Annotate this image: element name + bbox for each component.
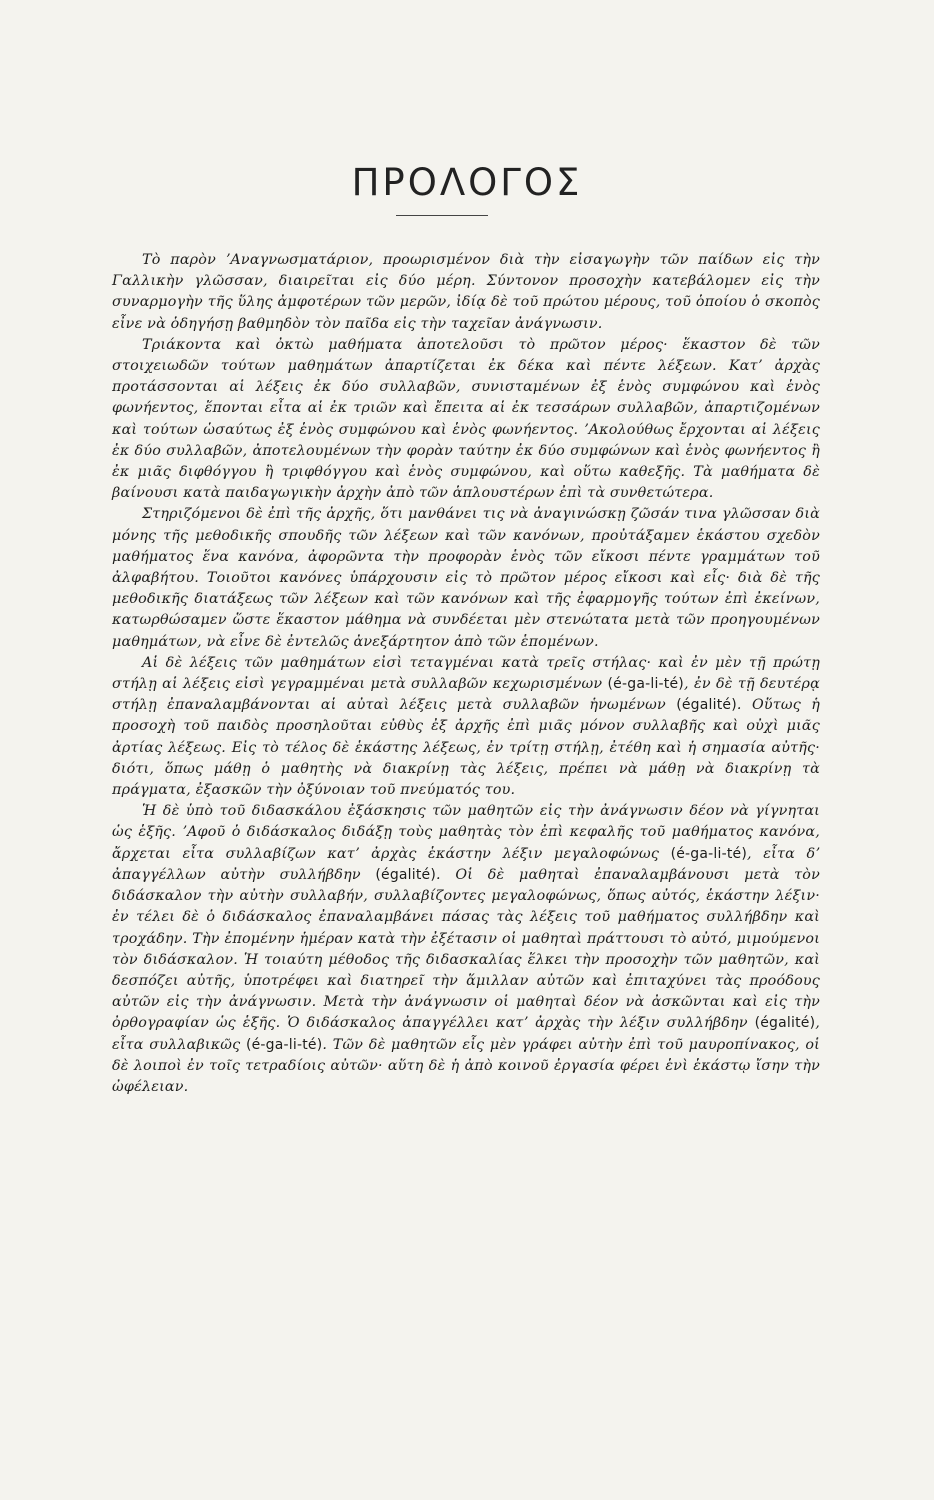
page-title: ΠΡΟΛΟΓΟΣ bbox=[351, 160, 583, 204]
paragraph-1 bbox=[112, 250, 820, 335]
french-example: (é-ga-li-té) bbox=[670, 845, 748, 862]
french-example: (égalité) bbox=[754, 1015, 816, 1032]
paragraph-3 bbox=[112, 504, 820, 652]
paragraph-text: Τὸ παρὸν ʼΑναγνωσματάριον, προωρισμένον διὰ τὴν εἰσαγωγὴν τῶν παίδων εἰς τὴν Γαλλικὴν γλῶσσαν, διαιρεῖται εἰς δύο μέρη. Σύντονον προσοχὴν κατεβάλομεν εἰς τὴν συναρμογὴν τῆς ὕλης ἀμφοτέρων τῶν μερῶν, ἰδίᾳ δὲ τοῦ πρώτου μέρους, τοῦ ὁποίου ὁ σκοπὸς εἶνε νὰ ὁδηγήσῃ βαθμηδὸν τὸν παῖδα εἰς τὴν ταχεῖαν ἀνάγνωσιν. bbox=[112, 252, 820, 332]
paragraph-5 bbox=[112, 801, 820, 1098]
paragraph-text: . Τῶν δὲ μαθητῶν εἷς μὲν γράφει αὐτὴν ἐπὶ τοῦ μαυροπίνακος, οἱ δὲ λοιποὶ ἐν τοῖς τετραδίοις αὐτῶν· αὕτη δὲ ἡ ἀπὸ κοινοῦ ἐργασία φέρει ἑνὶ ἑκάστῳ ἴσην τὴν ὠφέλειαν. bbox=[112, 1036, 820, 1095]
paragraph-text: . Οὕτως ἡ προσοχὴ τοῦ παιδὸς προσηλοῦται εὐθὺς ἐξ ἀρχῆς ἐπὶ μιᾶς μόνον συλλαβῆς καὶ οὐχὶ μιᾶς ἀρτίας λέξεως. Εἰς τὸ τέλος δὲ ἑκάστης λέξεως, ἐν τρίτῃ στήλῃ, ἐτέθη καὶ ἡ σημασία αὐτῆς· διότι, ὅπως μάθῃ ὁ μαθητὴς νὰ διακρίνῃ τὰς λέξεις, πρέπει νὰ μάθῃ νὰ διακρίνῃ τὰ πράγματα, ἐξασκῶν τὴν ὀξύνοιαν τοῦ πνεύματός του. bbox=[112, 697, 820, 799]
paragraph-text: Ἡ δὲ ὑπὸ τοῦ διδασκάλου ἐξάσκησις τῶν μαθητῶν εἰς τὴν ἀνάγνωσιν δέον νὰ γίγνηται ὡς ἑξῆς. ʼΑφοῦ ὁ διδάσκαλος διδάξῃ τοὺς μαθητὰς τὸν ἐπὶ κεφαλῆς τοῦ μαθήματος κανόνα, ἄρχεται εἶτα συλλαβίζων κατʼ ἀρχὰς ἑκάστην λέξιν μεγαλοφώνως bbox=[112, 803, 820, 862]
paragraph-text: Τριάκοντα καὶ ὀκτὼ μαθήματα ἀποτελοῦσι τὸ πρῶτον μέρος· ἕκαστον δὲ τῶν στοιχειωδῶν τούτων μαθημάτων ἀπαρτίζεται ἐκ δέκα καὶ πέντε λέξεων. Κατʼ ἀρχὰς προτάσσονται αἱ λέξεις ἐκ δύο συλλαβῶν, συνισταμένων ἐξ ἑνὸς συμφώνου καὶ ἑνὸς φωνήεντος, ἕπονται εἶτα αἱ ἐκ τριῶν καὶ ἔπειτα αἱ ἐκ τεσσάρων συλλαβῶν, ἀπαρτιζομένων καὶ τούτων ὡσαύτως ἐξ ἑνὸς συμφώνου καὶ ἑνὸς φωνήεντος. ʼΑκολούθως ἔρχονται αἱ λέξεις ἐκ δύο συλλαβῶν, ἀποτελουμένων τὴν φορὰν ταύτην ἐκ δύο συμφώνων καὶ ἑνὸς φωνήεντος ἢ ἐκ μιᾶς διφθόγγου ἢ τριφθόγγου καὶ ἑνὸς συμφώνου, καὶ οὕτω καθεξῆς. Τὰ μαθήματα δὲ βαίνουσι κατὰ παιδαγωγικὴν ἀρχὴν ἀπὸ τῶν ἁπλουστέρων ἐπὶ τὰ συνθετώτερα. bbox=[112, 336, 820, 502]
french-example: (égalité) bbox=[676, 697, 737, 714]
paragraph-text: , εἶτα δʼ ἀπαγγέλλων αὐτὴν συλλήβδην bbox=[112, 845, 820, 883]
paragraph-text: , εἶτα συλλαβικῶς bbox=[112, 1015, 820, 1053]
french-example: (égalité) bbox=[375, 866, 437, 883]
paragraph-2 bbox=[112, 335, 820, 505]
preface-body bbox=[112, 250, 820, 1098]
title-divider bbox=[396, 215, 488, 216]
paragraph-text: Αἱ δὲ λέξεις τῶν μαθημάτων εἰσὶ τεταγμέναι κατὰ τρεῖς στήλας· καὶ ἐν μὲν τῇ πρώτῃ στήλῃ αἱ λέξεις εἰσὶ γεγραμμέναι μετὰ συλλαβῶν κεχωρισμένων bbox=[112, 654, 820, 693]
paragraph-text: . Οἱ δὲ μαθηταὶ ἐπαναλαμβάνουσι μετὰ τὸν διδάσκαλον τὴν αὐτὴν συλλαβήν, συλλαβίζοντες μεγαλοφώνως, ὅπως αὐτός, ἑκάστην λέξιν· ἐν τέλει δὲ ὁ διδάσκαλος ἐπαναλαμβάνει πάσας τὰς λέξεις τοῦ μαθήματος συλλήβδην καὶ τροχάδην. Τὴν ἐπομένην ἡμέραν κατὰ τὴν ἐξέτασιν οἱ μαθηταὶ πράττουσι τὸ αὐτό, μιμούμενοι τὸν διδάσκαλον. Ἡ τοιαύτη μέθοδος τῆς διδασκαλίας ἕλκει τὴν προσοχὴν τῶν μαθητῶν, καὶ δεσπόζει αὐτῆς, ὑποτρέφει καὶ διατηρεῖ τὴν ἅμιλλαν αὐτῶν καὶ ἐπιταχύνει τὰς προόδους αὐτῶν εἰς τὴν ἀνάγνωσιν. Μετὰ τὴν ἀνάγνωσιν οἱ μαθηταὶ δέον νὰ ἀσκῶνται καὶ εἰς τὴν ὀρθογραφίαν ὡς ἑξῆς. Ὁ διδάσκαλος ἀπαγγέλλει κατʼ ἀρχὰς τὴν λέξιν συλλήβδην bbox=[112, 866, 820, 1032]
french-example: (é-ga-li-té) bbox=[607, 676, 684, 693]
french-example: (é-ga-li-té) bbox=[245, 1036, 323, 1053]
paragraph-4 bbox=[112, 653, 820, 801]
paragraph-text: , ἐν δὲ τῇ δευτέρᾳ στήλῃ ἐπαναλαμβάνονται αἱ αὐταὶ λέξεις μετὰ συλλαβῶν ἡνωμένων bbox=[112, 676, 820, 714]
paragraph-text: Στηριζόμενοι δὲ ἐπὶ τῆς ἀρχῆς, ὅτι μανθάνει τις νὰ ἀναγινώσκῃ ζῶσάν τινα γλῶσσαν διὰ μόνης τῆς μεθοδικῆς σπουδῆς τῶν λέξεων καὶ τῶν κανόνων, προὐτάξαμεν ἑκάστου σχεδὸν μαθήματος ἕνα κανόνα, ἀφορῶντα τὴν προφορὰν ἑνὸς τῶν εἴκοσι πέντε γραμμάτων τοῦ ἀλφαβήτου. Τοιοῦτοι κανόνες ὑπάρχουσιν εἰς τὸ πρῶτον μέρος εἴκοσι καὶ εἷς· διὰ δὲ τῆς μεθοδικῆς διατάξεως τῶν λέξεων καὶ τῶν κανόνων καὶ τῆς ἐφαρμογῆς τούτων ἐπὶ ἐκείνων, κατωρθώσαμεν ὥστε ἕκαστον μάθημα νὰ συνδέεται μὲν στενώτατα μετὰ τῶν προηγουμένων μαθημάτων, νὰ εἶνε δὲ ἐντελῶς ἀνεξάρτητον ἀπὸ τῶν ἑπομένων. bbox=[112, 506, 820, 650]
